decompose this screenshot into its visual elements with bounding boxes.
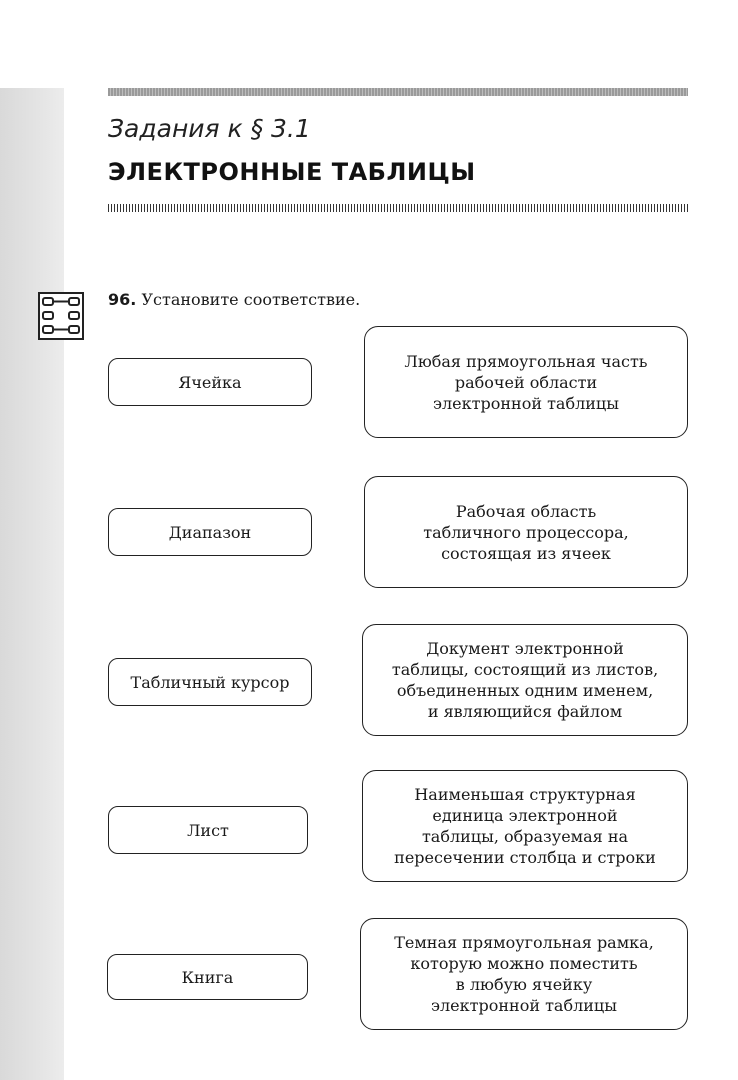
header-divider: [108, 204, 688, 212]
definition-box[interactable]: [364, 326, 688, 438]
definition-line: Документ электронной: [426, 639, 624, 658]
term-label: Лист: [187, 820, 229, 840]
definition-line: Наименьшая структурная: [414, 785, 636, 804]
definition-line: пересечении столбца и строки: [394, 848, 656, 867]
matching-task-icon: [38, 292, 84, 340]
task-instruction: Установите соответствие.: [141, 290, 361, 309]
section-subtitle: Задания к § 3.1: [108, 114, 311, 143]
term-box[interactable]: [108, 508, 312, 556]
header-bar: [108, 88, 688, 96]
definition-line: единица электронной: [432, 806, 618, 825]
page-margin-strip: [0, 88, 64, 1080]
term-box[interactable]: [108, 358, 312, 406]
definition-line: таблицы, состоящий из листов,: [391, 660, 659, 679]
term-label: Книга: [181, 967, 234, 987]
definition-line: табличного процессора,: [423, 522, 629, 542]
definition-line: Рабочая область: [455, 501, 597, 521]
definition-box[interactable]: [360, 918, 688, 1030]
section-title: ЭЛЕКТРОННЫЕ ТАБЛИЦЫ: [108, 158, 476, 186]
term-label: Табличный курсор: [130, 672, 290, 692]
term-box[interactable]: [108, 658, 312, 706]
definition-line: Любая прямоугольная часть: [404, 351, 648, 371]
task-statement: [108, 290, 360, 309]
definition-line: объединенных одним именем,: [396, 681, 654, 700]
definition-line: состоящая из ячеек: [441, 543, 611, 563]
term-label: Ячейка: [178, 372, 242, 392]
definition-box[interactable]: [364, 476, 688, 588]
term-box[interactable]: [108, 806, 308, 854]
definition-line: и являющийся файлом: [427, 702, 623, 721]
term-label: Диапазон: [168, 522, 252, 542]
definition-line: которую можно поместить: [410, 954, 638, 973]
definition-line: в любую ячейку: [455, 975, 593, 994]
definition-line: электронной таблицы: [433, 393, 619, 413]
term-box[interactable]: [107, 954, 308, 1000]
task-number: 96.: [108, 290, 137, 309]
definition-line: рабочей области: [454, 372, 598, 392]
definition-box[interactable]: [362, 624, 688, 736]
definition-box[interactable]: [362, 770, 688, 882]
definition-line: электронной таблицы: [431, 996, 617, 1015]
definition-line: Темная прямоугольная рамка,: [394, 933, 654, 952]
definition-line: таблицы, образуемая на: [421, 827, 629, 846]
